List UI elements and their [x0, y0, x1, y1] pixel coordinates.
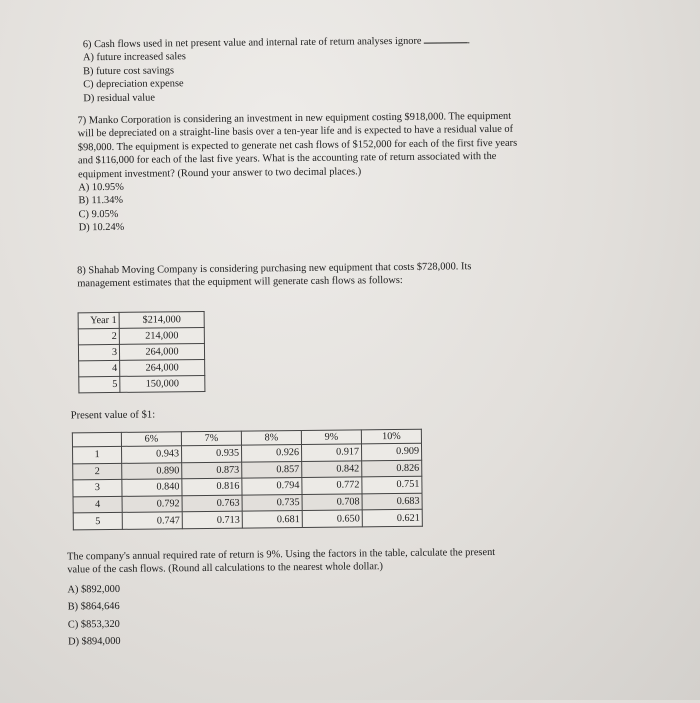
question-8-part-2	[67, 545, 628, 649]
year-cell: 4	[79, 360, 120, 376]
rate-header: 9%	[301, 430, 361, 445]
period-cell: 4	[73, 496, 122, 513]
present-value-label: Present value of $1:	[70, 409, 156, 422]
table-row	[79, 375, 205, 392]
period-cell: 1	[73, 446, 122, 463]
factor-cell: 0.621	[362, 510, 422, 527]
question-8-stem-line: management estimates that the equipment will generate cash flows as follows:	[77, 275, 403, 290]
period-cell: 3	[73, 480, 122, 497]
year-cell: 3	[78, 344, 119, 360]
question-stem-line: The company's annual required rate of return is 9%. Using the factors in the table, calculate the present	[67, 546, 496, 563]
question-6-option-c: C) depreciation expense	[83, 78, 184, 91]
year-cell: 2	[78, 328, 119, 344]
factor-cell: 0.713	[182, 511, 242, 528]
option-d: D) $894,000	[67, 635, 121, 648]
factor-cell: 0.735	[242, 494, 302, 511]
amount-cell: 264,000	[120, 359, 205, 376]
amount-cell: $214,000	[119, 312, 204, 329]
question-6-option-d: D) residual value	[83, 92, 155, 104]
period-cell: 2	[73, 463, 122, 480]
question-7-stem-line: and $116,000 for each of the last five years. What is the accounting rate of return associated with the	[77, 151, 497, 167]
question-6-option-a: A) future increased sales	[82, 51, 186, 64]
factor-cell: 0.792	[122, 496, 182, 513]
factor-cell: 0.683	[362, 493, 422, 510]
factor-cell: 0.890	[122, 462, 182, 479]
factor-cell: 0.794	[242, 478, 302, 495]
rate-header: 7%	[181, 431, 241, 446]
factor-cell: 0.650	[302, 510, 362, 527]
option-b: B) $864,646	[67, 601, 120, 613]
factor-cell: 0.926	[241, 444, 301, 461]
amount-cell: 264,000	[119, 344, 204, 361]
table-row	[73, 510, 422, 530]
factor-cell: 0.681	[242, 511, 302, 528]
table-row	[78, 344, 204, 361]
question-6	[83, 33, 554, 105]
answer-blank	[424, 42, 468, 43]
option-a: A) $892,000	[67, 583, 121, 596]
period-header	[72, 432, 121, 447]
cash-flow-table	[78, 311, 206, 393]
factor-cell: 0.917	[301, 444, 361, 461]
question-8	[77, 259, 597, 291]
rate-header: 8%	[241, 430, 301, 445]
factor-cell: 0.935	[181, 445, 241, 462]
factor-cell: 0.747	[122, 512, 182, 529]
factor-cell: 0.840	[122, 479, 182, 496]
question-7-option-a: A) 10.95%	[78, 181, 124, 194]
question-stem-line: value of the cash flows. (Round all calculations to the nearest whole dollar.)	[67, 561, 384, 576]
factor-cell: 0.873	[182, 462, 242, 479]
factor-cell: 0.763	[182, 495, 242, 512]
table-row	[78, 328, 204, 345]
factor-cell: 0.772	[302, 477, 362, 494]
option-c: C) $853,320	[67, 618, 120, 631]
factor-cell: 0.857	[242, 461, 302, 478]
rate-header: 10%	[361, 429, 421, 444]
question-7-stem-line: will be depreciated on a straight-line basis over a ten-year life and is expected to have a residual value of	[77, 124, 514, 140]
question-7-option-c: C) 9.05%	[78, 208, 119, 221]
factor-cell: 0.943	[121, 446, 181, 463]
year-cell: Year 1	[78, 312, 119, 328]
factor-cell: 0.909	[361, 443, 421, 460]
factor-cell: 0.826	[362, 460, 422, 477]
factor-cell: 0.816	[182, 478, 242, 495]
year-cell: 5	[79, 376, 120, 392]
question-6-stem: 6) Cash flows used in net present value and internal rate of return analyses ignore .	[82, 35, 471, 51]
question-7-stem-line: 7) Manko Corporation is considering an investment in new equipment costing $918,000. The equipment	[77, 110, 512, 127]
question-7-stem-line: $98,000. The equipment is expected to generate net cash flows of $152,000 for each of the first five years	[77, 137, 518, 154]
factor-cell: 0.842	[302, 460, 362, 477]
table-row	[79, 359, 205, 376]
question-7-option-b: B) 11.34%	[78, 195, 124, 207]
present-value-table	[72, 429, 423, 531]
factor-cell: 0.751	[362, 476, 422, 493]
question-7	[78, 109, 609, 235]
rate-header: 6%	[121, 432, 181, 447]
table-row	[78, 312, 204, 329]
question-7-option-d: D) 10.24%	[78, 222, 125, 234]
amount-cell: 150,000	[120, 375, 205, 392]
question-7-stem-line: equipment investment? (Round your answer to two decimal places.)	[78, 165, 362, 180]
period-cell: 5	[73, 513, 122, 530]
question-6-option-b: B) future cost savings	[83, 65, 175, 78]
amount-cell: 214,000	[119, 328, 204, 345]
factor-cell: 0.708	[302, 494, 362, 511]
question-8-stem-line: 8) Shahab Moving Company is considering purchasing new equipment that costs $728,000. Its	[77, 261, 472, 277]
